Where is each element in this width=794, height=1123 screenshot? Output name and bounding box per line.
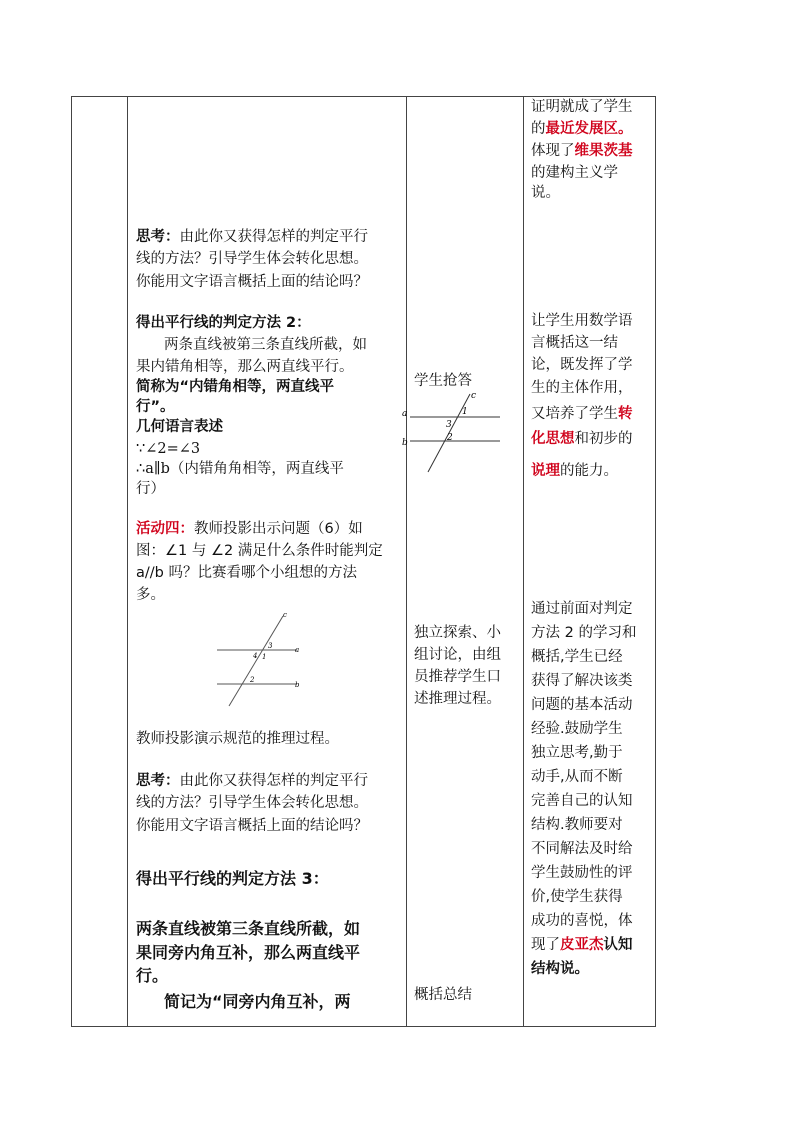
summary-text: 概括总结 (414, 987, 472, 1003)
geometry-language-title: 几何语言表述 (136, 419, 223, 435)
table-border-left (71, 96, 72, 1027)
fig1-label-a: a (402, 409, 408, 419)
parallel-lines-figure-1 (398, 388, 506, 474)
table-column-divider-2 (406, 96, 407, 1027)
fig2-label-a: a (295, 646, 300, 654)
fig1-label-1: 1 (462, 407, 468, 417)
think-label: 思考： (136, 229, 180, 245)
table-column-divider-1 (127, 96, 128, 1027)
method-2-title: 得出平行线的判定方法 2： (136, 315, 311, 331)
table-border-right (655, 96, 656, 1027)
fig1-label-c: c (471, 391, 477, 401)
fig1-label-3: 3 (446, 420, 452, 430)
student-answer-text: 学生抢答 (414, 373, 472, 389)
fig1-label-b: b (402, 438, 408, 448)
fig2-label-1: 1 (262, 653, 267, 661)
fig2-label-3: 3 (268, 642, 273, 650)
table-column-divider-3 (523, 96, 524, 1027)
table-border-bottom (71, 1026, 656, 1027)
activity-4-label: 活动四： (136, 521, 194, 537)
fig2-label-c: c (283, 611, 287, 619)
fig2-label-2: 2 (250, 676, 255, 684)
method-3-title: 得出平行线的判定方法 3： (136, 869, 329, 888)
parallel-lines-figure-2 (205, 608, 315, 708)
teacher-demo-text: 教师投影演示规范的推理过程。 (136, 731, 339, 747)
fig2-label-4: 4 (253, 652, 258, 660)
fig1-label-2: 2 (447, 433, 453, 443)
fig2-label-b: b (295, 681, 300, 689)
